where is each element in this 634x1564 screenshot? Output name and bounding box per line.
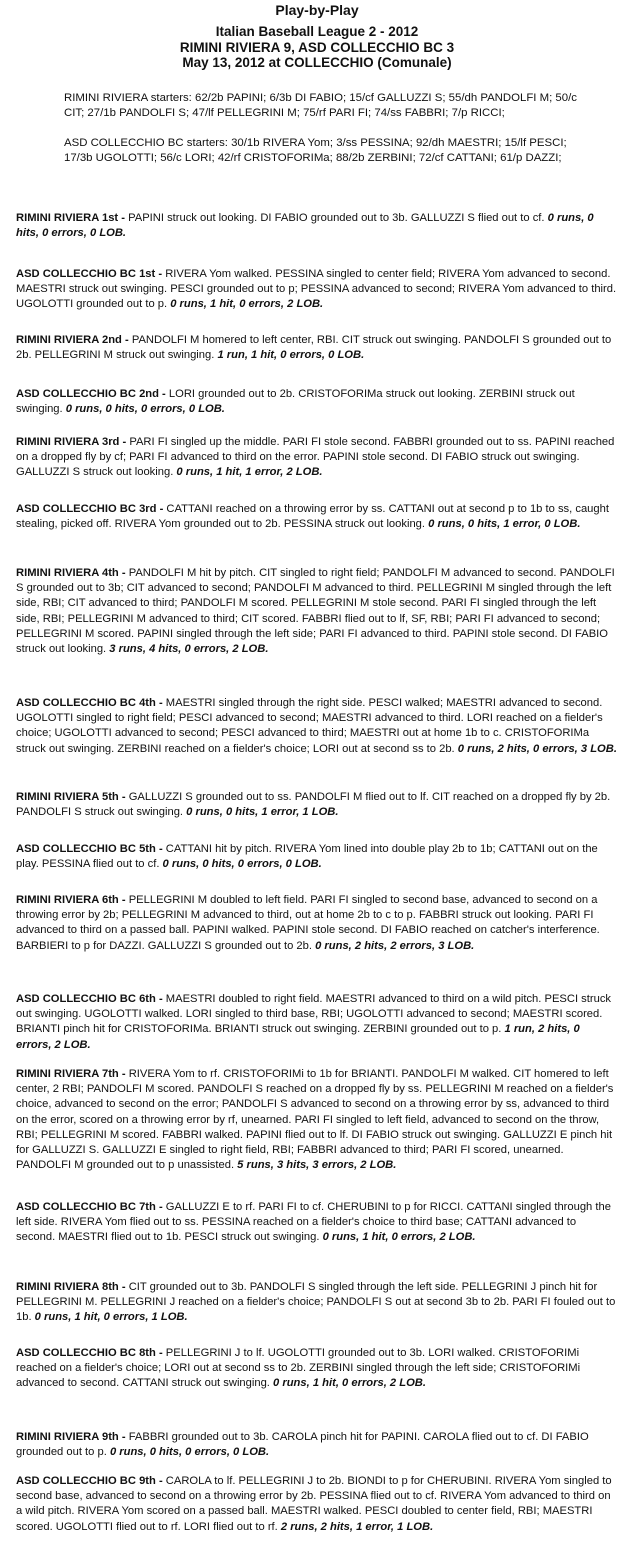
inning-plays: PELLEGRINI J to lf. UGOLOTTI grounded out to 3b. LORI walked. CRISTOFORIMi reached on a fielder's choice; LORI out at second ss to 2b. ZERBINI singled through the left side; CRISTOFORIMi advanced to second. CATTANI struck out swinging. <box>16 1347 581 1390</box>
report-header <box>16 0 618 71</box>
inning-summary: 0 runs, 2 hits, 2 errors, 3 LOB. <box>315 939 475 952</box>
inning-plays: PELLEGRINI M doubled to left field. PARI FI singled to second base, advanced to second on a throwing error by 2b; PELLEGRINI M advanced to third, out at home 2b to c to p. FABBRI struck out looking. PARI FI advanced to third on a passed ball. PAPINI walked. PAPINI stole second. DI FABIO reached on catcher's interference. BARBIERI to p for DAZZI. GALLUZZI S grounded out to 2b. <box>16 894 600 952</box>
inning-summary: 0 runs, 1 hit, 0 errors, 2 LOB. <box>322 1231 476 1244</box>
inning-summary: 0 runs, 0 hits, 0 errors, 0 LOB. <box>16 212 594 240</box>
half-inning-entry <box>16 893 618 954</box>
inning-plays: RIVERA Yom to rf. CRISTOFORIMi to 1b for BRIANTI. PANDOLFI M walked. CIT homered to left center, 2 RBI; PANDOLFI M scored. PANDOLFI S reached on a dropped fly by ss. PELLEGRINI M reached on a fielder's choice, advanced to second on the error; PANDOLFI S advanced to second on a throwing error by ss, advanced to third on the error, scored on a throwing error by rf, unearned. PARI FI singled to left field, advanced to second on the throw, RBI; PELLEGRINI M scored. FABBRI walked. PAPINI flied out to lf. DI FABIO struck out swinging. GALLUZZI E pinch hit for GALLUZZI S. GALLUZZI E singled to right field, RBI; FABBRI advanced to third; PARI FI scored, unearned. PANDOLFI M grounded out to p unassisted. <box>16 1068 614 1172</box>
inning-plays: CATTANI reached on a throwing error by ss. CATTANI out at second p to 1b to ss, caught stealing, picked off. RIVERA Yom grounded out to 2b. PESSINA struck out looking. <box>16 503 609 531</box>
inning-plays: CAROLA to lf. PELLEGRINI J to 2b. BIONDI to p for CHERUBINI. RIVERA Yom singled to second base, advanced to second on a throwing error by 2b. PESSINA flied out to cf. RIVERA Yom advanced to third on a wild pitch. RIVERA Yom scored on a passed ball. MAESTRI walked. PESCI doubled to center field, RBI; MAESTRI scored. UGOLOTTI flied out to rf. LORI flied out to rf. <box>16 1475 612 1533</box>
half-inning-entry <box>16 435 618 481</box>
half-inning-entry <box>16 333 618 363</box>
inning-plays: GALLUZZI E to rf. PARI FI to cf. CHERUBINI to p for RICCI. CATTANI singled through the left side. RIVERA Yom flied out to ss. PESSINA reached on a fielder's choice to third base; CATTANI advanced to second. MAESTRI flied out to 1b. PESCI struck out swinging. <box>16 1201 611 1244</box>
inning-label: ASD COLLECCHIO BC 6th - <box>16 993 163 1005</box>
half-inning-entry <box>16 211 618 241</box>
inning-summary: 0 runs, 1 hit, 1 error, 2 LOB. <box>176 466 323 479</box>
inning-label: ASD COLLECCHIO BC 8th - <box>16 1347 163 1359</box>
inning-label: RIMINI RIVIERA 9th - <box>16 1431 126 1443</box>
inning-plays: MAESTRI doubled to right field. MAESTRI advanced to third on a wild pitch. PESCI struck out swinging. UGOLOTTI walked. LORI singled to third base, RBI; UGOLOTTI advanced to second; MAESTRI scored. BRIANTI pinch hit for CRISTOFORIMa. BRIANTI struck out swinging. ZERBINI grounded out to p. <box>16 993 612 1036</box>
inning-summary: 0 runs, 0 hits, 1 error, 1 LOB. <box>186 806 339 819</box>
inning-label: RIMINI RIVIERA 2nd - <box>16 334 129 346</box>
inning-summary: 5 runs, 3 hits, 3 errors, 2 LOB. <box>237 1159 397 1172</box>
inning-label: ASD COLLECCHIO BC 3rd - <box>16 503 164 515</box>
half-inning-entry <box>16 1474 618 1535</box>
half-inning-entry <box>16 267 618 313</box>
inning-summary: 0 runs, 0 hits, 0 errors, 0 LOB. <box>109 1446 270 1459</box>
inning-plays: LORI grounded out to 2b. CRISTOFORIMa struck out looking. ZERBINI struck out swinging. <box>16 388 575 416</box>
inning-label: RIMINI RIVIERA 8th - <box>16 1281 126 1293</box>
rimini-starters: RIMINI RIVIERA starters: 62/2b PAPINI; 6/3b DI FABIO; 15/cf GALLUZZI S; 55/dh PANDOLFI M; 50/c CIT; 27/1b PANDOLFI S; 47/lf PELLEGRINI M; 75/rf PARI FI; 74/ss FABBRI; 7/p RICCI; <box>64 91 577 119</box>
inning-summary: 0 runs, 0 hits, 0 errors, 0 LOB. <box>162 858 322 871</box>
inning-plays: PARI FI singled up the middle. PARI FI stole second. FABBRI grounded out to ss. PAPINI reached on a dropped fly by cf; PARI FI advanced to third on the error. PAPINI stole second. DI FABIO struck out swinging. GALLUZZI S struck out looking. <box>16 436 615 479</box>
half-inning-entry <box>16 387 618 417</box>
half-inning-entry <box>16 1280 618 1326</box>
inning-label: RIMINI RIVIERA 6th - <box>16 894 126 906</box>
inning-summary: 0 runs, 1 hit, 0 errors, 1 LOB. <box>34 1311 188 1324</box>
inning-label: ASD COLLECCHIO BC 4th - <box>16 697 163 709</box>
inning-plays: MAESTRI singled through the right side. PESCI walked; MAESTRI advanced to second. UGOLOTTI singled to right field; PESCI advanced to second; MAESTRI advanced to third. LORI reached on a fielder's choice; UGOLOTTI advanced to second; PESCI advanced to third; MAESTRI out at home 1b to c. CRISTOFORIMa struck out swinging. ZERBINI reached on a fielder's choice; LORI out at second ss to 2b. <box>16 697 603 755</box>
half-inning-entry <box>16 1430 618 1460</box>
inning-plays: GALLUZZI S grounded out to ss. PANDOLFI M flied out to lf. CIT reached on a dropped fly by 2b. PANDOLFI S struck out swinging. <box>16 791 611 819</box>
half-inning-entry <box>16 502 618 532</box>
inning-label: ASD COLLECCHIO BC 9th - <box>16 1475 163 1487</box>
half-inning-entry <box>16 1200 618 1246</box>
inning-summary: 0 runs, 1 hit, 0 errors, 2 LOB. <box>273 1377 426 1390</box>
half-inning-entry <box>16 566 618 657</box>
half-inning-entry <box>16 1067 618 1173</box>
inning-summary: 1 run, 2 hits, 0 errors, 2 LOB. <box>16 1023 580 1051</box>
inning-label: ASD COLLECCHIO BC 5th - <box>16 843 163 855</box>
inning-plays: CIT grounded out to 3b. PANDOLFI S singled through the left side. PELLEGRINI J pinch hit for PELLEGRINI M. PELLEGRINI J reached on a fielder's choice; PANDOLFI S out at second 3b to 2b. PARI FI fouled out to 1b. <box>16 1281 616 1324</box>
inning-label: ASD COLLECCHIO BC 1st - <box>16 268 163 280</box>
inning-plays: PANDOLFI M hit by pitch. CIT singled to right field; PANDOLFI M advanced to second. PANDOLFI S grounded out to 3b; CIT advanced to second; PANDOLFI M advanced to third. PELLEGRINI M singled through the left side, RBI; CIT advanced to third; PANDOLFI M scored. PELLEGRINI M stole second. PARI FI singled through the left side, RBI; PELLEGRINI M advanced to third; CIT scored. FABBRI flied out to lf, SF, RBI; PARI FI advanced to second; PELLEGRINI M scored. PAPINI singled through the left side; PARI FI advanced to third. PAPINI stole second. DI FABIO struck out looking. <box>16 567 615 656</box>
inning-label: ASD COLLECCHIO BC 2nd - <box>16 388 166 400</box>
inning-plays: PANDOLFI M homered to left center, RBI. CIT struck out swinging. PANDOLFI S grounded out to 2b. PELLEGRINI M struck out swinging. <box>16 334 612 362</box>
collecchio-starters: ASD COLLECCHIO BC starters: 30/1b RIVERA Yom; 3/ss PESSINA; 92/dh MAESTRI; 15/lf PESCI; 17/3b UGOLOTTI; 56/c LORI; 42/rf CRISTOFORIMa; 88/2b ZERBINI; 72/cf CATTANI; 61/p DAZZI; <box>64 136 567 164</box>
inning-label: RIMINI RIVIERA 7th - <box>16 1068 126 1080</box>
inning-label: RIMINI RIVIERA 3rd - <box>16 436 127 448</box>
inning-label: RIMINI RIVIERA 5th - <box>16 791 126 803</box>
starting-lineups <box>16 91 618 166</box>
inning-plays: FABBRI grounded out to 3b. CAROLA pinch hit for PAPINI. CAROLA flied out to cf. DI FABIO grounded out to p. <box>16 1431 589 1459</box>
half-inning-entry <box>16 842 618 872</box>
inning-summary: 1 run, 1 hit, 0 errors, 0 LOB. <box>217 349 365 362</box>
half-inning-entry <box>16 1346 618 1392</box>
inning-plays: RIVERA Yom walked. PESSINA singled to center field; RIVERA Yom advanced to second. MAESTRI struck out swinging. PESCI grounded out to p; PESSINA advanced to second; RIVERA Yom advanced to third. UGOLOTTI grounded out to p. <box>16 268 617 311</box>
inning-plays: PAPINI struck out looking. DI FABIO grounded out to 3b. GALLUZZI S flied out to cf. <box>128 212 545 224</box>
final-score: RIMINI RIVIERA 9, ASD COLLECCHIO BC 3 <box>179 39 455 55</box>
inning-summary: 0 runs, 0 hits, 0 errors, 0 LOB. <box>65 403 225 416</box>
report-title: Play-by-Play <box>275 2 359 18</box>
inning-summary: 3 runs, 4 hits, 0 errors, 2 LOB. <box>109 643 269 656</box>
game-date-location: May 13, 2012 at COLLECCHIO (Comunale) <box>182 55 452 70</box>
inning-plays: CATTANI hit by pitch. RIVERA Yom lined into double play 2b to 1b; CATTANI out on the play. PESSINA flied out to cf. <box>16 843 598 871</box>
inning-summary: 2 runs, 2 hits, 1 error, 1 LOB. <box>280 1520 434 1533</box>
half-inning-entry <box>16 696 618 757</box>
half-inning-entry <box>16 790 618 820</box>
inning-label: RIMINI RIVIERA 4th - <box>16 567 126 579</box>
inning-summary: 0 runs, 2 hits, 0 errors, 3 LOB. <box>457 742 617 755</box>
inning-summary: 0 runs, 0 hits, 1 error, 0 LOB. <box>428 518 581 531</box>
inning-summary: 0 runs, 1 hit, 0 errors, 2 LOB. <box>170 298 324 311</box>
inning-label: ASD COLLECCHIO BC 7th - <box>16 1201 163 1213</box>
half-inning-entry <box>16 992 618 1053</box>
league-title: Italian Baseball League 2 - 2012 <box>215 24 419 39</box>
inning-label: RIMINI RIVIERA 1st - <box>16 212 125 224</box>
